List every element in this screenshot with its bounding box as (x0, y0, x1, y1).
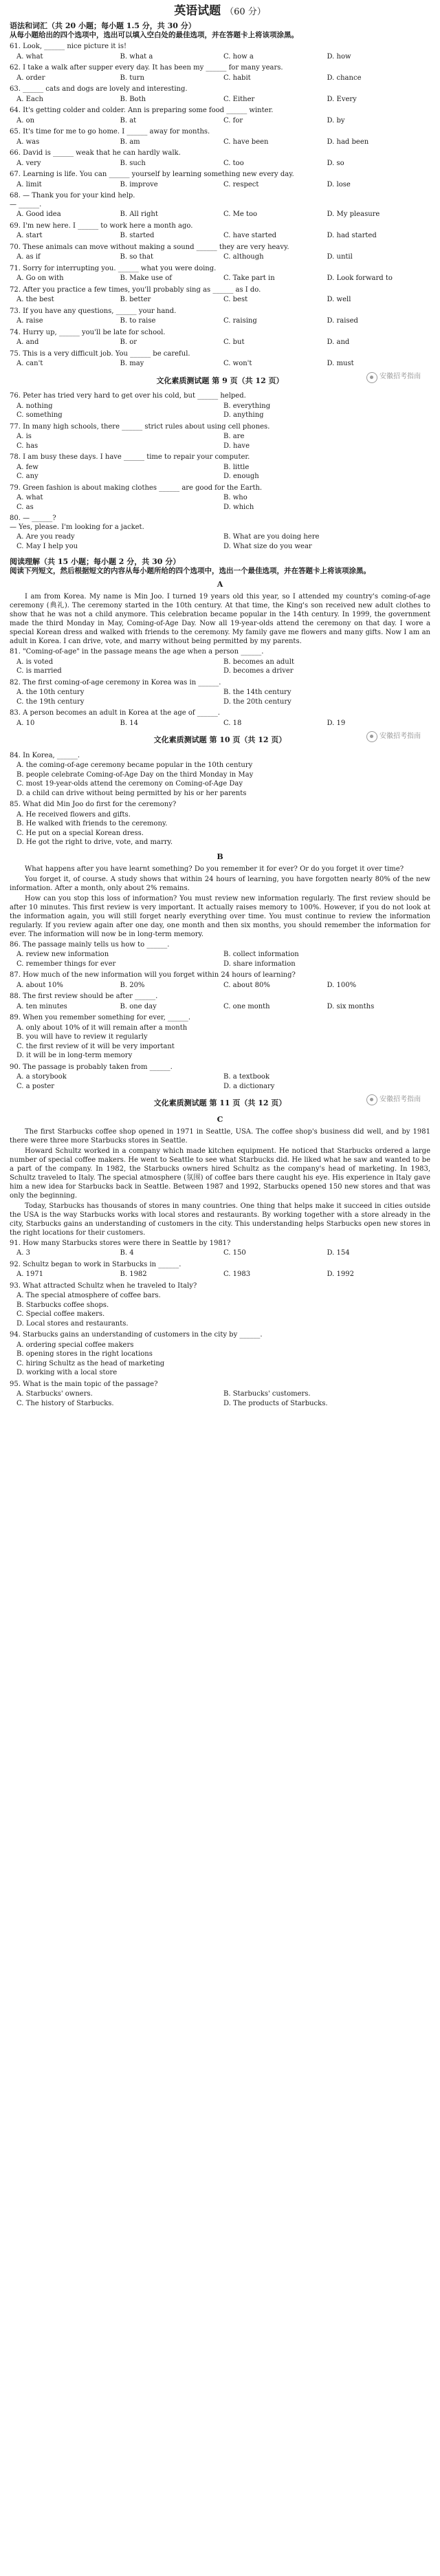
question-stem: 95. What is the main topic of the passage? (10, 1380, 158, 1388)
footer-text: 文化素质测试题 第 10 页（共 12 页） (153, 735, 287, 744)
answer-option[interactable]: D. well (327, 296, 351, 304)
answer-option[interactable]: D. working with a local store (16, 1369, 118, 1376)
page-title (0, 4, 440, 19)
question-item (0, 149, 440, 169)
answer-option[interactable]: A. few (16, 463, 38, 471)
question-item (0, 286, 440, 305)
answer-option[interactable]: C. has (16, 442, 38, 450)
answer-option[interactable]: A. order (16, 74, 45, 82)
question-stem: 66. David is ______ weak that he can hardly walk. (10, 149, 181, 158)
answer-option[interactable]: B. 20% (120, 981, 145, 989)
answer-option[interactable]: A. Good idea (16, 210, 61, 219)
passage-a-questions-part1 (0, 648, 440, 728)
answer-option[interactable]: D. The products of Starbucks. (223, 1399, 328, 1407)
answer-option[interactable]: A. what (16, 494, 43, 502)
watermark-icon (366, 731, 377, 742)
passage-paragraph: I am from Korea. My name is Min Joo. I turned 19 years old this year, so I attended my country's coming-of-age ceremony (典礼). The ceremony started in the 10th century. At that time, the King's son received new adult clothes to show that he was not a child anymore. This celebration became popular in the 14th century. In 1999, the government made the third Monday in May, Coming-of-Age Day. Now all 19-year-olds attend the ceremony on that day. I wore a special Korean dress and walked with friends to the ceremony. My family gave me flowers and many gifts. Now I am an adult in Korea. I can drive, vote, and marry without being permitted by my parents. (10, 593, 430, 645)
answer-option[interactable]: A. very (16, 159, 41, 167)
answer-option[interactable]: C. raising (223, 317, 257, 325)
answer-option[interactable]: B. 1982 (120, 1270, 147, 1278)
answer-option[interactable]: A. what (16, 52, 43, 61)
answer-option[interactable]: B. to raise (120, 317, 156, 325)
answer-option[interactable]: D. share information (223, 960, 296, 968)
question-stem: 69. I'm new here. I ______ to work here a month ago. (10, 221, 193, 230)
answer-option[interactable]: C. remember things for ever (16, 960, 116, 968)
watermark (366, 372, 421, 383)
question-item (0, 85, 440, 105)
question-stem: 71. Sorry for interrupting you. ______ what you were doing. (10, 264, 217, 272)
question-item (0, 801, 440, 848)
answer-option[interactable]: C. for (223, 116, 243, 125)
question-item (0, 222, 440, 241)
answer-option[interactable]: B. Both (120, 95, 146, 103)
passage-paragraph: The first Starbucks coffee shop opened in 1971 in Seattle, USA. The coffee shop's business did well, and by 1981 there were three more Starbucks stores in Seattle. (10, 1127, 430, 1145)
question-item (0, 515, 440, 552)
question-item (0, 1282, 440, 1330)
answer-option[interactable]: C. 1983 (223, 1270, 251, 1278)
passage-paragraph: What happens after you have learnt something? Do you remember it for ever? Or do you forget it over time? (25, 865, 404, 873)
answer-option[interactable]: B. one day (120, 1002, 157, 1010)
passage-paragraph: How can you stop this loss of information? You must review new information regularly. The first review should be after 10 minutes. This first review is very important. It actually raises memory to 100%. However, if you do not look at the information again, you will still forget nearly everything over time. You must continue to review the information regularly. If you review again after one day, one month and then six months, you should remember the information for ever. The information will now be in long-term memory. (10, 894, 430, 938)
answer-option[interactable]: C. most 19-year-olds attend the ceremony on Coming-of-Age Day (16, 780, 243, 788)
passage-c-text (0, 1127, 440, 1237)
answer-option[interactable]: A. 1971 (16, 1270, 44, 1278)
answer-option[interactable]: D. had started (327, 232, 377, 240)
answer-option[interactable]: B. opening stores in the right locations (16, 1350, 153, 1358)
question-stem: 64. It's getting colder and colder. Ann is preparing some food ______ winter. (10, 107, 274, 115)
answer-option[interactable]: C. The history of Starbucks. (16, 1399, 114, 1407)
question-options (10, 360, 430, 369)
question-stem: 92. Schultz began to work in Starbucks in ______. (10, 1260, 182, 1268)
question-options (10, 689, 430, 707)
answer-option[interactable]: D. He got the right to drive, vote, and marry. (16, 838, 173, 847)
answer-option[interactable]: D. must (327, 360, 354, 368)
question-stem: 86. The passage mainly tells us how to ______. (10, 940, 170, 949)
answer-option[interactable]: D. Local stores and restaurants. (16, 1319, 129, 1328)
question-item (0, 484, 440, 513)
answer-option[interactable]: A. The special atmosphere of coffee bars. (16, 1292, 161, 1299)
question-options (10, 533, 430, 552)
section1-questions-part2 (0, 392, 440, 552)
watermark-text: 安徽招考指南 (380, 373, 421, 381)
page-footer-10 (0, 732, 440, 745)
answer-option[interactable]: B. 4 (120, 1249, 134, 1257)
question-item (0, 64, 440, 83)
answer-option[interactable]: B. or (120, 338, 138, 347)
answer-option[interactable]: D. What size do you wear (223, 542, 312, 550)
question-stem: 63. ______ cats and dogs are lovely and interesting. (10, 85, 188, 94)
question-stem: 88. The first review should be after ______. (10, 993, 158, 1000)
answer-option[interactable]: C. something (16, 411, 63, 420)
question-item (0, 993, 440, 1012)
question-item (0, 1381, 440, 1409)
answer-option[interactable]: C. have been (223, 138, 269, 146)
answer-option[interactable]: B. what a (120, 52, 153, 61)
answer-option[interactable]: C. habit (223, 74, 251, 82)
question-options (10, 1073, 430, 1092)
answer-option[interactable]: D. Look forward to (327, 274, 393, 283)
answer-option[interactable]: C. 18 (223, 719, 242, 727)
answer-option[interactable]: D. by (327, 116, 345, 125)
answer-option[interactable]: D. raised (327, 317, 358, 325)
question-options (10, 1270, 430, 1280)
answer-option[interactable]: A. Starbucks' owners. (16, 1390, 93, 1398)
answer-option[interactable]: D. the 20th century (223, 697, 292, 706)
answer-option[interactable]: A. limit (16, 180, 42, 188)
answer-option[interactable]: B. started (120, 232, 155, 240)
question-stem: 85. What did Min Joo do first for the ceremony? (10, 801, 177, 809)
question-stem: 82. The first coming-of-age ceremony in Korea was in ______. (10, 678, 221, 686)
question-stem: 80. — ______? — Yes, please. I'm looking for a jacket. (10, 515, 144, 531)
answer-option[interactable]: A. the 10th century (16, 689, 85, 696)
question-options (10, 658, 430, 677)
answer-option[interactable]: C. any (16, 473, 38, 481)
question-options (10, 494, 430, 512)
answer-option[interactable]: C. too (223, 159, 244, 167)
answer-option[interactable]: D. 1992 (327, 1270, 354, 1278)
answer-option[interactable]: B. turn (120, 74, 144, 82)
question-stem: 76. Peter has tried very hard to get over his cold, but ______ helped. (10, 392, 246, 400)
watermark-icon (366, 372, 377, 383)
answer-option[interactable]: C. hiring Schultz as the head of marketing (16, 1359, 165, 1367)
question-item (0, 709, 440, 728)
answer-option[interactable]: B. 14 (120, 719, 138, 727)
answer-option[interactable]: A. ten minutes (16, 1002, 67, 1010)
title-score: （60 分） (225, 7, 266, 17)
question-options (10, 181, 430, 191)
answer-option[interactable]: D. how (327, 52, 351, 61)
passage-b-questions (0, 941, 440, 1092)
question-item (0, 107, 440, 126)
question-item (0, 648, 440, 677)
page-footer-11 (0, 1095, 440, 1108)
answer-option[interactable]: A. review new information (16, 951, 109, 958)
answer-option[interactable]: A. and (16, 338, 39, 347)
answer-option[interactable]: D. 19 (327, 719, 346, 727)
answer-option[interactable]: C. 150 (223, 1249, 246, 1257)
answer-option[interactable]: B. the 14th century (223, 689, 292, 696)
passage-c-questions (0, 1240, 440, 1409)
passage-c-letter: C (217, 1114, 223, 1124)
question-options (10, 1024, 430, 1061)
question-stem: 65. It's time for me to go home. I ______ away for months. (10, 128, 210, 136)
question-options (10, 719, 430, 729)
answer-option[interactable]: B. improve (120, 180, 158, 188)
answer-option[interactable]: D. enough (223, 473, 259, 481)
answer-option[interactable]: D. 154 (327, 1249, 350, 1257)
answer-option[interactable]: B. everything (223, 402, 271, 410)
question-options (10, 1341, 430, 1378)
question-item (0, 423, 440, 452)
question-stem: 79. Green fashion is about making clothes ______ are good for the Earth. (10, 484, 263, 492)
question-options (10, 317, 430, 327)
answer-option[interactable]: A. nothing (16, 402, 53, 410)
section2-instruction: 阅读下列短文，然后根据短文的内容从每小题所给的四个选项中，选出一个最佳选项，并在答题卡上将该项涂黑。 (10, 567, 371, 576)
answer-option[interactable]: A. Go on with (16, 274, 64, 283)
question-options (10, 1003, 430, 1013)
answer-option[interactable]: A. the best (16, 296, 54, 304)
watermark (366, 731, 421, 742)
answer-option[interactable]: B. you will have to review it regularly (16, 1033, 148, 1041)
answer-option[interactable]: B. am (120, 138, 140, 146)
answer-option[interactable]: C. Me too (223, 210, 258, 219)
question-stem: 89. When you remember something for ever, ______. (10, 1014, 191, 1021)
question-stem: 78. I am busy these days. I have ______ time to repair your computer. (10, 453, 250, 462)
question-item (0, 329, 440, 348)
question-stem: 77. In many high schools, there ______ strict rules about using cell phones. (10, 422, 270, 431)
answer-option[interactable]: B. What are you doing here (223, 533, 320, 541)
passage-paragraph: Howard Schultz worked in a company which made kitchen equipment. He noticed that Starbucks ordered a large number of special coffee makers. He went to Seattle to see what Starbucks did. He liked what he saw and wanted to be a part of the company. In 1982, the Starbucks owners hired Schultz as the company's head of marketing. In 1983, Schultz traveled to Italy. The special atmosphere (氛围) of coffee bars there caught his eye. His experience in Italy gave him a new idea for Starbucks back in Seattle. Between 1987 and 1992, Starbucks opened 150 new stores and that was only the beginning. (10, 1147, 430, 1200)
answer-option[interactable]: B. Starbucks' customers. (223, 1390, 311, 1398)
section2-head: 阅读理解（共 15 小题；每小题 2 分，共 30 分） (10, 557, 181, 567)
answer-option[interactable]: B. He walked with friends to the ceremony. (16, 820, 168, 828)
question-options (10, 1390, 430, 1409)
title-text: 英语试题 (174, 4, 221, 18)
question-item (0, 265, 440, 284)
answer-option[interactable]: C. although (223, 253, 264, 261)
answer-option[interactable]: A. was (16, 138, 40, 146)
question-stem: 81. "Coming-of-age" in the passage means the age when a person ______. (10, 648, 264, 656)
answer-option[interactable]: C. is married (16, 667, 62, 675)
answer-option[interactable]: D. a dictionary (223, 1082, 275, 1090)
answer-option[interactable]: D. a child can drive without being permitted by his or her parents (16, 789, 247, 797)
answer-option[interactable]: B. Make use of (120, 274, 172, 283)
question-item (0, 453, 440, 482)
question-stem: 83. A person becomes an adult in Korea at the age of ______. (10, 709, 220, 717)
question-options (10, 951, 430, 969)
answer-option[interactable]: D. anything (223, 411, 264, 420)
answer-option[interactable]: B. such (120, 159, 146, 167)
answer-option[interactable]: C. about 80% (223, 981, 270, 989)
answer-option[interactable]: C. Either (223, 95, 255, 103)
answer-option[interactable]: A. Are you ready (16, 533, 75, 541)
answer-option[interactable]: A. about 10% (16, 981, 63, 989)
question-stem: 90. The passage is probably taken from ______. (10, 1063, 173, 1071)
question-stem: 72. After you practice a few times, you'll probably sing as ______ as I do. (10, 285, 261, 294)
question-item (0, 1261, 440, 1280)
answer-option[interactable]: A. 10 (16, 719, 35, 727)
question-stem: 74. Hurry up, ______ you'll be late for school. (10, 328, 166, 336)
answer-option[interactable]: B. better (120, 296, 151, 304)
passage-a-letter: A (217, 580, 223, 589)
answer-option[interactable]: C. respect (223, 180, 259, 188)
answer-option[interactable]: A. on (16, 116, 35, 125)
question-stem: 91. How many Starbucks stores were there in Seattle by 1981? (10, 1239, 231, 1247)
answer-option[interactable]: A. as if (16, 253, 41, 261)
answer-option[interactable]: A. the coming-of-age ceremony became popular in the 10th century (16, 761, 253, 770)
question-item (0, 752, 440, 799)
answer-option[interactable]: C. Special coffee makers. (16, 1310, 105, 1318)
answer-option[interactable]: C. as (16, 503, 34, 511)
question-item (0, 43, 440, 62)
question-stem: 70. These animals can move without making a sound ______ they are very heavy. (10, 243, 289, 251)
question-options (10, 433, 430, 451)
question-item (0, 392, 440, 421)
question-stem: 62. I take a walk after supper every day. It has been my ______ for many years. (10, 64, 283, 72)
answer-option[interactable]: A. a storybook (16, 1073, 67, 1081)
answer-option[interactable]: C. how a (223, 52, 254, 61)
answer-option[interactable]: B. little (223, 463, 250, 471)
passage-a-questions-part2 (0, 752, 440, 848)
question-item (0, 1240, 440, 1259)
answer-option[interactable]: D. becomes a driver (223, 667, 294, 675)
answer-option[interactable]: C. the first review of it will be very important (16, 1042, 175, 1050)
question-stem: 94. Starbucks gains an understanding of customers in the city by ______. (10, 1331, 263, 1339)
answer-option[interactable]: B. a textbook (223, 1073, 270, 1081)
answer-option[interactable]: D. Every (327, 95, 357, 103)
answer-option[interactable]: B. who (223, 494, 248, 502)
question-options (10, 74, 430, 84)
question-options (10, 96, 430, 105)
answer-option[interactable]: A. 3 (16, 1249, 30, 1257)
passage-paragraph: You forget it, of course. A study shows that within 24 hours of learning, you have forgotten nearly 80% of the new information. After a month, only about 2% remains. (10, 875, 430, 892)
answer-option[interactable]: C. Take part in (223, 274, 275, 283)
answer-option[interactable]: B. are (223, 433, 245, 441)
answer-option[interactable]: C. but (223, 338, 245, 347)
answer-option[interactable]: B. people celebrate Coming-of-Age Day on the third Monday in May (16, 770, 254, 779)
question-options (10, 53, 430, 63)
answer-option[interactable]: B. may (120, 360, 144, 368)
passage-paragraph: Today, Starbucks has thousands of stores in many countries. One thing that helps make it succeed in cities outside the USA is the way Starbucks works with local stores and restaurants. By working together with a store already in the city, Starbucks gains an understanding of customers in the city. This understanding helps Starbucks open new stores in the right locations for their customers. (10, 1202, 430, 1237)
answer-option[interactable]: D. My pleasure (327, 210, 380, 219)
question-stem: 84. In Korea, ______. (10, 751, 80, 759)
question-options (10, 1292, 430, 1329)
footer-text: 文化素质测试题 第 9 页（共 12 页） (156, 376, 284, 385)
question-item (0, 192, 440, 220)
answer-option[interactable]: B. so that (120, 253, 153, 261)
answer-option[interactable]: D. and (327, 338, 350, 347)
answer-option[interactable]: D. had been (327, 138, 369, 146)
passage-b-letter: B (217, 852, 223, 861)
answer-option[interactable]: D. which (223, 503, 254, 511)
question-item (0, 307, 440, 327)
question-options (10, 160, 430, 169)
answer-option[interactable]: D. have (223, 442, 250, 450)
answer-option[interactable]: D. six months (327, 1002, 375, 1010)
answer-option[interactable]: A. Each (16, 95, 43, 103)
question-item (0, 1331, 440, 1378)
question-item (0, 1063, 440, 1092)
answer-option[interactable]: C. won't (223, 360, 252, 368)
answer-option[interactable]: C. best (223, 296, 248, 304)
answer-option[interactable]: A. only about 10% of it will remain after a month (16, 1024, 188, 1032)
answer-option[interactable]: C. have started (223, 232, 277, 240)
answer-option[interactable]: D. 100% (327, 981, 357, 989)
question-options (10, 464, 430, 482)
question-options (10, 117, 430, 127)
answer-option[interactable]: A. is voted (16, 658, 54, 666)
answer-option[interactable]: C. He put on a special Korean dress. (16, 829, 144, 837)
question-stem: 73. If you have any questions, ______ your hand. (10, 307, 177, 315)
question-options (10, 1249, 430, 1259)
question-options (10, 982, 430, 991)
question-options (10, 296, 430, 305)
question-item (0, 350, 440, 369)
question-stem: 68. — Thank you for your kind help. — ______. (10, 192, 135, 208)
question-stem: 61. Look, ______ nice picture it is! (10, 43, 126, 51)
question-options (10, 338, 430, 348)
watermark-text: 安徽招考指南 (380, 1095, 421, 1103)
question-options (10, 274, 430, 284)
watermark-icon (366, 1094, 377, 1105)
answer-option[interactable]: B. All right (120, 210, 158, 219)
question-options (10, 811, 430, 848)
answer-option[interactable]: A. start (16, 232, 43, 240)
question-item (0, 941, 440, 970)
answer-option[interactable]: A. raise (16, 317, 43, 325)
question-options (10, 232, 430, 241)
question-stem: 75. This is a very difficult job. You ______ be careful. (10, 349, 190, 358)
question-options (10, 402, 430, 421)
passage-b-text (0, 865, 440, 939)
watermark (366, 1094, 421, 1105)
answer-option[interactable]: A. He received flowers and gifts. (16, 810, 131, 819)
watermark-text: 安徽招考指南 (380, 732, 421, 740)
question-item (0, 679, 440, 708)
question-item (0, 971, 440, 991)
answer-option[interactable]: C. a poster (16, 1082, 55, 1090)
question-options (10, 253, 430, 263)
answer-option[interactable]: D. so (327, 159, 344, 167)
answer-option[interactable]: B. becomes an adult (223, 658, 294, 666)
answer-option[interactable]: C. May I help you (16, 542, 78, 550)
question-item (0, 243, 440, 263)
answer-option[interactable]: A. can't (16, 360, 43, 368)
answer-option[interactable]: A. ordering special coffee makers (16, 1341, 134, 1349)
answer-option[interactable]: C. the 19th century (16, 697, 85, 706)
question-stem: 93. What attracted Schultz when he traveled to Italy? (10, 1281, 197, 1290)
page-footer-9 (0, 373, 440, 386)
question-stem: 87. How much of the new information will you forget within 24 hours of learning? (10, 971, 296, 979)
answer-option[interactable]: C. one month (223, 1002, 270, 1010)
footer-text: 文化素质测试题 第 11 页（共 12 页） (153, 1098, 287, 1107)
section1-questions-part1 (0, 43, 440, 369)
question-item (0, 1014, 440, 1061)
question-options (10, 210, 430, 220)
answer-option[interactable]: A. is (16, 433, 32, 441)
question-item (0, 171, 440, 190)
answer-option[interactable]: B. collect information (223, 951, 299, 958)
answer-option[interactable]: B. at (120, 116, 137, 125)
answer-option[interactable]: D. chance (327, 74, 362, 82)
question-stem: 67. Learning is life. You can ______ yourself by learning something new every day. (10, 171, 294, 179)
answer-option[interactable]: D. lose (327, 180, 351, 188)
question-options (10, 138, 430, 148)
question-item (0, 128, 440, 147)
answer-option[interactable]: B. Starbucks coffee shops. (16, 1301, 109, 1309)
answer-option[interactable]: D. until (327, 253, 353, 261)
question-options (10, 761, 430, 799)
section1-head: 语法和词汇（共 20 小题；每小题 1.5 分，共 30 分） (10, 21, 196, 31)
section1-instruction: 从每小题给出的四个选项中，选出可以填入空白处的最佳选项，并在答题卡上将该项涂黑。 (10, 31, 298, 39)
passage-a-text (0, 592, 440, 646)
answer-option[interactable]: D. it will be in long-term memory (16, 1052, 133, 1059)
